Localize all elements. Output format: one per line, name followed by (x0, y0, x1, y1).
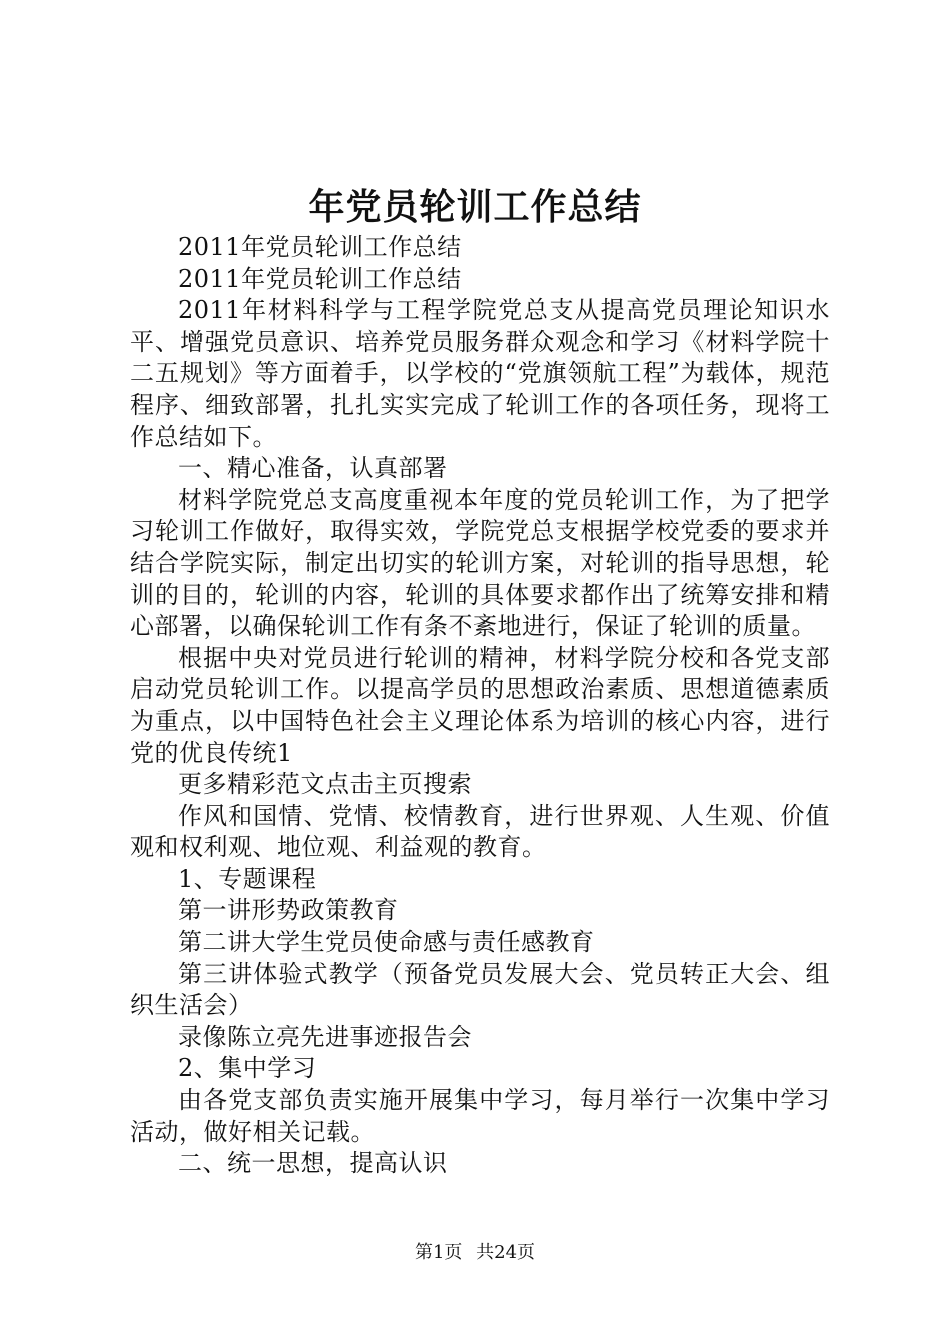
page-number-total: 共24页 (476, 1242, 536, 1263)
paragraph-subtitle-2: 2011年党员轮训工作总结 (178, 264, 462, 293)
page-number-current: 第1页 (414, 1242, 463, 1263)
paragraph-education: 作风和国情、党情、校情教育，进行世界观、人生观、价值观和权利观、地位观、利益观的教育。 (130, 801, 830, 862)
page-footer (0, 1238, 950, 1268)
paragraph-subtitle-1: 2011年党员轮训工作总结 (178, 233, 462, 261)
document-title: 年党员轮训工作总结 (308, 187, 642, 228)
course-item-3: 第三讲体验式教学（预备党员发展大会、党员转正大会、组织生活会） (130, 959, 830, 1020)
course-item-2: 第二讲大学生党员使命感与责任感教育 (178, 928, 595, 957)
paragraph-intro: 2011年材料科学与工程学院党总支从提高党员理论知识水平、增强党员意识、培养党员服务群众观念和学习《材料学院十二五规划》等方面着手，以学校的“党旗领航工程”为载体，规范程序、细致部署，扎扎实实完成了轮训工作的各项任务，现将工作总结如下。 (130, 296, 830, 451)
paragraph-more-link: 更多精彩范文点击主页搜索 (178, 770, 472, 799)
course-item-1: 第一讲形势政策教育 (178, 896, 399, 925)
course-item-4: 录像陈立亮先进事迹报告会 (178, 1022, 472, 1051)
paragraph-group-study: 由各党支部负责实施开展集中学习，每月举行一次集中学习活动，做好相关记载。 (130, 1086, 830, 1146)
subheading-courses: 1、专题课程 (178, 864, 317, 893)
paragraph-central-spirit: 根据中央对党员进行轮训的精神，材料学院分校和各党支部启动党员轮训工作。以提高学员的思想政治素质、思想道德素质为重点，以中国特色社会主义理论体系为培训的核心内容，进行党的优良传统1 (130, 643, 830, 767)
section-heading-2: 二、统一思想，提高认识 (178, 1149, 448, 1178)
section-heading-1: 一、精心准备，认真部署 (178, 454, 448, 483)
document-body (130, 232, 830, 1180)
subheading-group-study: 2、集中学习 (178, 1054, 317, 1083)
paragraph-preparation: 材料学院党总支高度重视本年度的党员轮训工作，为了把学习轮训工作做好，取得实效，学院党总支根据学校党委的要求并结合学院实际，制定出切实的轮训方案，对轮训的指导思想，轮训的目的，轮训的内容，轮训的具体要求都作出了统筹安排和精心部署，以确保轮训工作有条不紊地进行，保证了轮训的质量。 (130, 485, 830, 641)
